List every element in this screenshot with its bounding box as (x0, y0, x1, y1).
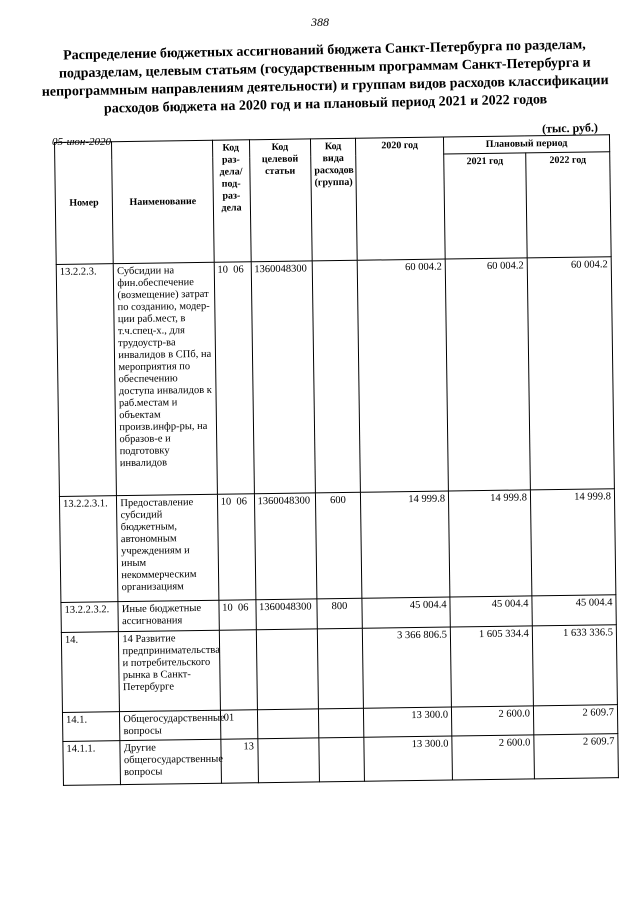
table-row (59, 489, 615, 603)
row-2020: 45 004.4 (362, 597, 450, 628)
row-2022: 14 999.8 (530, 489, 616, 596)
header-2020: 2020 год (355, 137, 445, 260)
row-target (256, 629, 319, 710)
row-expense (312, 260, 360, 493)
row-number: 13.2.2.3.1. (59, 496, 118, 603)
row-2021: 60 004.2 (445, 258, 530, 491)
row-2020: 3 366 806.5 (362, 627, 451, 708)
table-row (61, 625, 617, 713)
row-2021: 14 999.8 (448, 490, 531, 597)
row-2022: 60 004.2 (527, 257, 614, 490)
row-2021: 1 605 334.4 (450, 626, 533, 707)
row-name: 14 Развитие предпринимательства и потребительского рынка в Санкт-Петербурге (119, 630, 220, 711)
row-expense: 800 (317, 598, 362, 629)
header-name: Наименование (112, 140, 214, 263)
page-number: 388 (311, 15, 329, 29)
header-number: Номер (55, 142, 114, 265)
row-section: 01 (220, 710, 257, 740)
header-target-code: Код целевой статьи (249, 139, 312, 262)
row-target (257, 738, 319, 783)
row-name: Иные бюджетные ассигнования (118, 600, 219, 631)
row-section: 10 06 (219, 600, 256, 631)
row-name: Другие общегосударственные вопросы (120, 739, 221, 784)
row-expense: 600 (315, 492, 362, 599)
row-number: 14.1. (62, 712, 120, 742)
header-plan-period: Плановый период (444, 135, 610, 154)
row-2022: 1 633 336.5 (532, 625, 617, 706)
header-2022: 2022 год (526, 152, 612, 258)
table-row (56, 257, 614, 497)
row-expense (317, 628, 363, 709)
budget-table (54, 134, 619, 786)
row-section: 10 06 (214, 262, 254, 494)
row-number: 14.1.1. (63, 741, 121, 786)
row-name: Предоставление субсидий бюджетным, автономным учреждениям и иным некоммерческим организациям (117, 494, 219, 601)
row-target: 1360048300 (255, 599, 317, 630)
header-2021: 2021 год (444, 153, 527, 259)
row-2021: 45 004.4 (450, 596, 532, 627)
row-2021: 2 600.0 (452, 735, 535, 780)
header-section-code: Код раз-дела/ под-раз-дела (212, 140, 251, 263)
document-date: 05-июн-2020 (52, 136, 112, 148)
row-target: 1360048300 (254, 493, 317, 600)
document-title: Распределение бюджетных ассигнований бюджета Санкт-Петербурга по разделам, подразделам, целевым статьям (государственным программам Санкт-Петербурга и непрограммным направлениям деятельности) и группам видов расходов классификации расходов бюджета на 2020 год и на плановый период 2021 и 2022 годов (41, 37, 609, 117)
row-target (257, 709, 319, 739)
row-2022: 45 004.4 (532, 595, 616, 626)
row-2020: 60 004.2 (357, 259, 448, 492)
row-section: 13 (221, 739, 258, 784)
row-section: 10 06 (217, 494, 255, 601)
table-row (63, 734, 619, 786)
header-expense-code: Код вида расходов (группа) (310, 138, 357, 261)
row-number: 13.2.2.3.2. (61, 602, 119, 633)
row-2021: 2 600.0 (451, 706, 533, 736)
row-name: Субсидии на фин.обеспечение (возмещение) затрат по созданию, модер-ции раб.мест, в т.ч.спец-х., для трудоустр-ва инвалидов в СПб, на мероприятия по обеспечению доступа инвалидов к раб.местам и объектам произв.инфр-ры, на образов-е и подготовку инвалидов (114, 262, 218, 495)
row-name: Общегосударственные вопросы (120, 710, 221, 740)
row-target: 1360048300 (251, 261, 316, 494)
row-2020: 14 999.8 (360, 491, 450, 598)
row-section (219, 630, 257, 711)
row-2020: 13 300.0 (364, 736, 453, 781)
units-label: (тыс. руб.) (541, 120, 599, 136)
row-number: 14. (61, 632, 119, 713)
row-2020: 13 300.0 (363, 707, 451, 737)
row-number: 13.2.2.3. (56, 264, 117, 497)
row-2022: 2 609.7 (534, 734, 619, 779)
row-expense (318, 708, 363, 738)
row-2022: 2 609.7 (533, 705, 617, 735)
row-expense (319, 737, 365, 782)
